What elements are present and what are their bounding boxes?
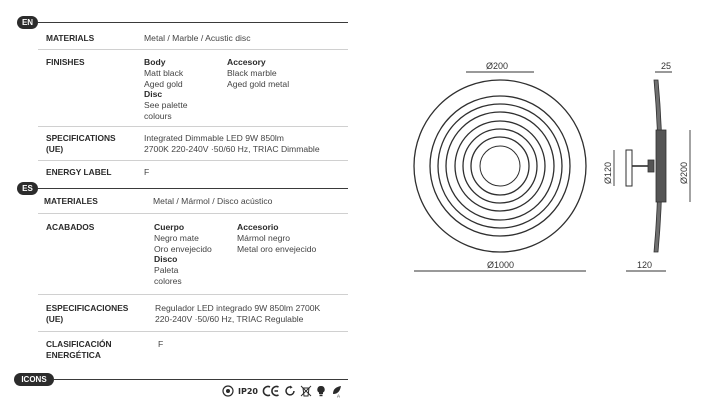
- specifications-label: [46, 133, 116, 154]
- spec-line: Integrated Dimmable LED 9W 850lm: [144, 133, 284, 143]
- energy-class-icon: [330, 384, 344, 398]
- energy-class-text: A: [336, 393, 340, 398]
- acabados-col-accesorio: [237, 222, 316, 254]
- led-bulb-icon: [316, 385, 326, 397]
- front-view-disc: [414, 80, 586, 252]
- spec-line: 220-240V ·50/60 Hz, TRIAC Regulable: [155, 313, 304, 324]
- finish-item: See palette: [144, 100, 188, 111]
- finish-item: Paleta: [154, 265, 179, 276]
- acabados-label: ACABADOS: [46, 222, 95, 232]
- materials-value: Metal / Marble / Acustic disc: [144, 33, 251, 43]
- front-top-dimension: Ø200: [486, 61, 509, 71]
- energy-label-line: CLASIFICACIÓN: [46, 339, 112, 349]
- side-bottom-dimension: 120: [637, 260, 653, 270]
- dimmable-icon: [284, 385, 296, 397]
- finish-heading: Accesory: [227, 57, 266, 67]
- side-right-dimension: Ø200: [679, 161, 689, 184]
- section-rule-en: [38, 22, 348, 23]
- finish-item: Oro envejecido: [154, 243, 212, 254]
- finishes-col-accessory: [227, 57, 289, 89]
- materiales-value: Metal / Mármol / Disco acústico: [153, 196, 273, 206]
- divider: [38, 160, 348, 161]
- divider: [38, 331, 348, 332]
- side-left-dimension: Ø120: [603, 161, 613, 184]
- materiales-label: MATERIALES: [44, 196, 98, 206]
- section-tag-en: EN: [17, 16, 38, 29]
- finish-item: colores: [154, 275, 182, 286]
- weee-bin-icon: [300, 385, 312, 397]
- energy-value: F: [144, 167, 150, 177]
- section-tag-es: ES: [17, 182, 38, 195]
- finish-item: Metal oro envejecido: [237, 243, 317, 254]
- finish-item: Aged gold: [144, 78, 183, 89]
- side-top-dimension: 25: [661, 61, 672, 71]
- acabados-col-cuerpo: [154, 222, 212, 287]
- section-rule-es: [38, 188, 348, 189]
- energy-label: ENERGY LABEL: [46, 167, 112, 177]
- section-tag-icons: ICONS: [14, 373, 54, 386]
- finish-heading: Disco: [154, 254, 178, 265]
- especificaciones-value: [155, 303, 320, 325]
- front-bottom-dimension: Ø1000: [487, 260, 515, 270]
- finish-item: Matt black: [144, 67, 184, 78]
- finish-item: Black marble: [227, 67, 277, 78]
- spec-label-line: ESPECIFICACIONES: [46, 303, 129, 313]
- spec-label-line: SPECIFICATIONS: [46, 133, 116, 143]
- divider: [38, 49, 348, 50]
- finish-item: Mármol negro: [237, 232, 291, 243]
- finish-heading: Body: [144, 57, 166, 67]
- divider: [38, 213, 348, 214]
- ce-mark-icon: [262, 385, 280, 397]
- especificaciones-label: [46, 303, 128, 324]
- materials-label: MATERIALS: [46, 33, 95, 43]
- finishes-label: FINISHES: [46, 57, 85, 67]
- clasificacion-label: [46, 339, 112, 360]
- finish-heading: Cuerpo: [154, 222, 185, 232]
- certification-icons: [222, 384, 344, 398]
- divider: [38, 126, 348, 127]
- finish-item: Aged gold metal: [227, 78, 290, 89]
- section-rule-icons: [54, 379, 348, 380]
- finish-item: Negro mate: [154, 232, 199, 243]
- finish-item: colours: [144, 110, 172, 121]
- finish-heading: Disc: [144, 89, 163, 100]
- ip20-icon: IP20: [238, 386, 258, 396]
- divider: [38, 294, 348, 295]
- spec-line: Regulador LED integrado 9W 850lm 2700K: [155, 303, 321, 313]
- spec-label-line: (UE): [46, 313, 64, 324]
- finish-heading: Accesorio: [237, 222, 279, 232]
- side-view: [626, 80, 666, 252]
- clasificacion-value: F: [158, 339, 164, 349]
- energy-label-line: ENERGÉTICA: [46, 349, 101, 360]
- finishes-col-body: [144, 57, 187, 122]
- spec-label-line: (UE): [46, 143, 64, 154]
- specifications-value: [144, 133, 320, 155]
- bulb-socket-icon: [222, 385, 234, 397]
- spec-line: 2700K 220-240V ·50/60 Hz, TRIAC Dimmable: [144, 143, 320, 154]
